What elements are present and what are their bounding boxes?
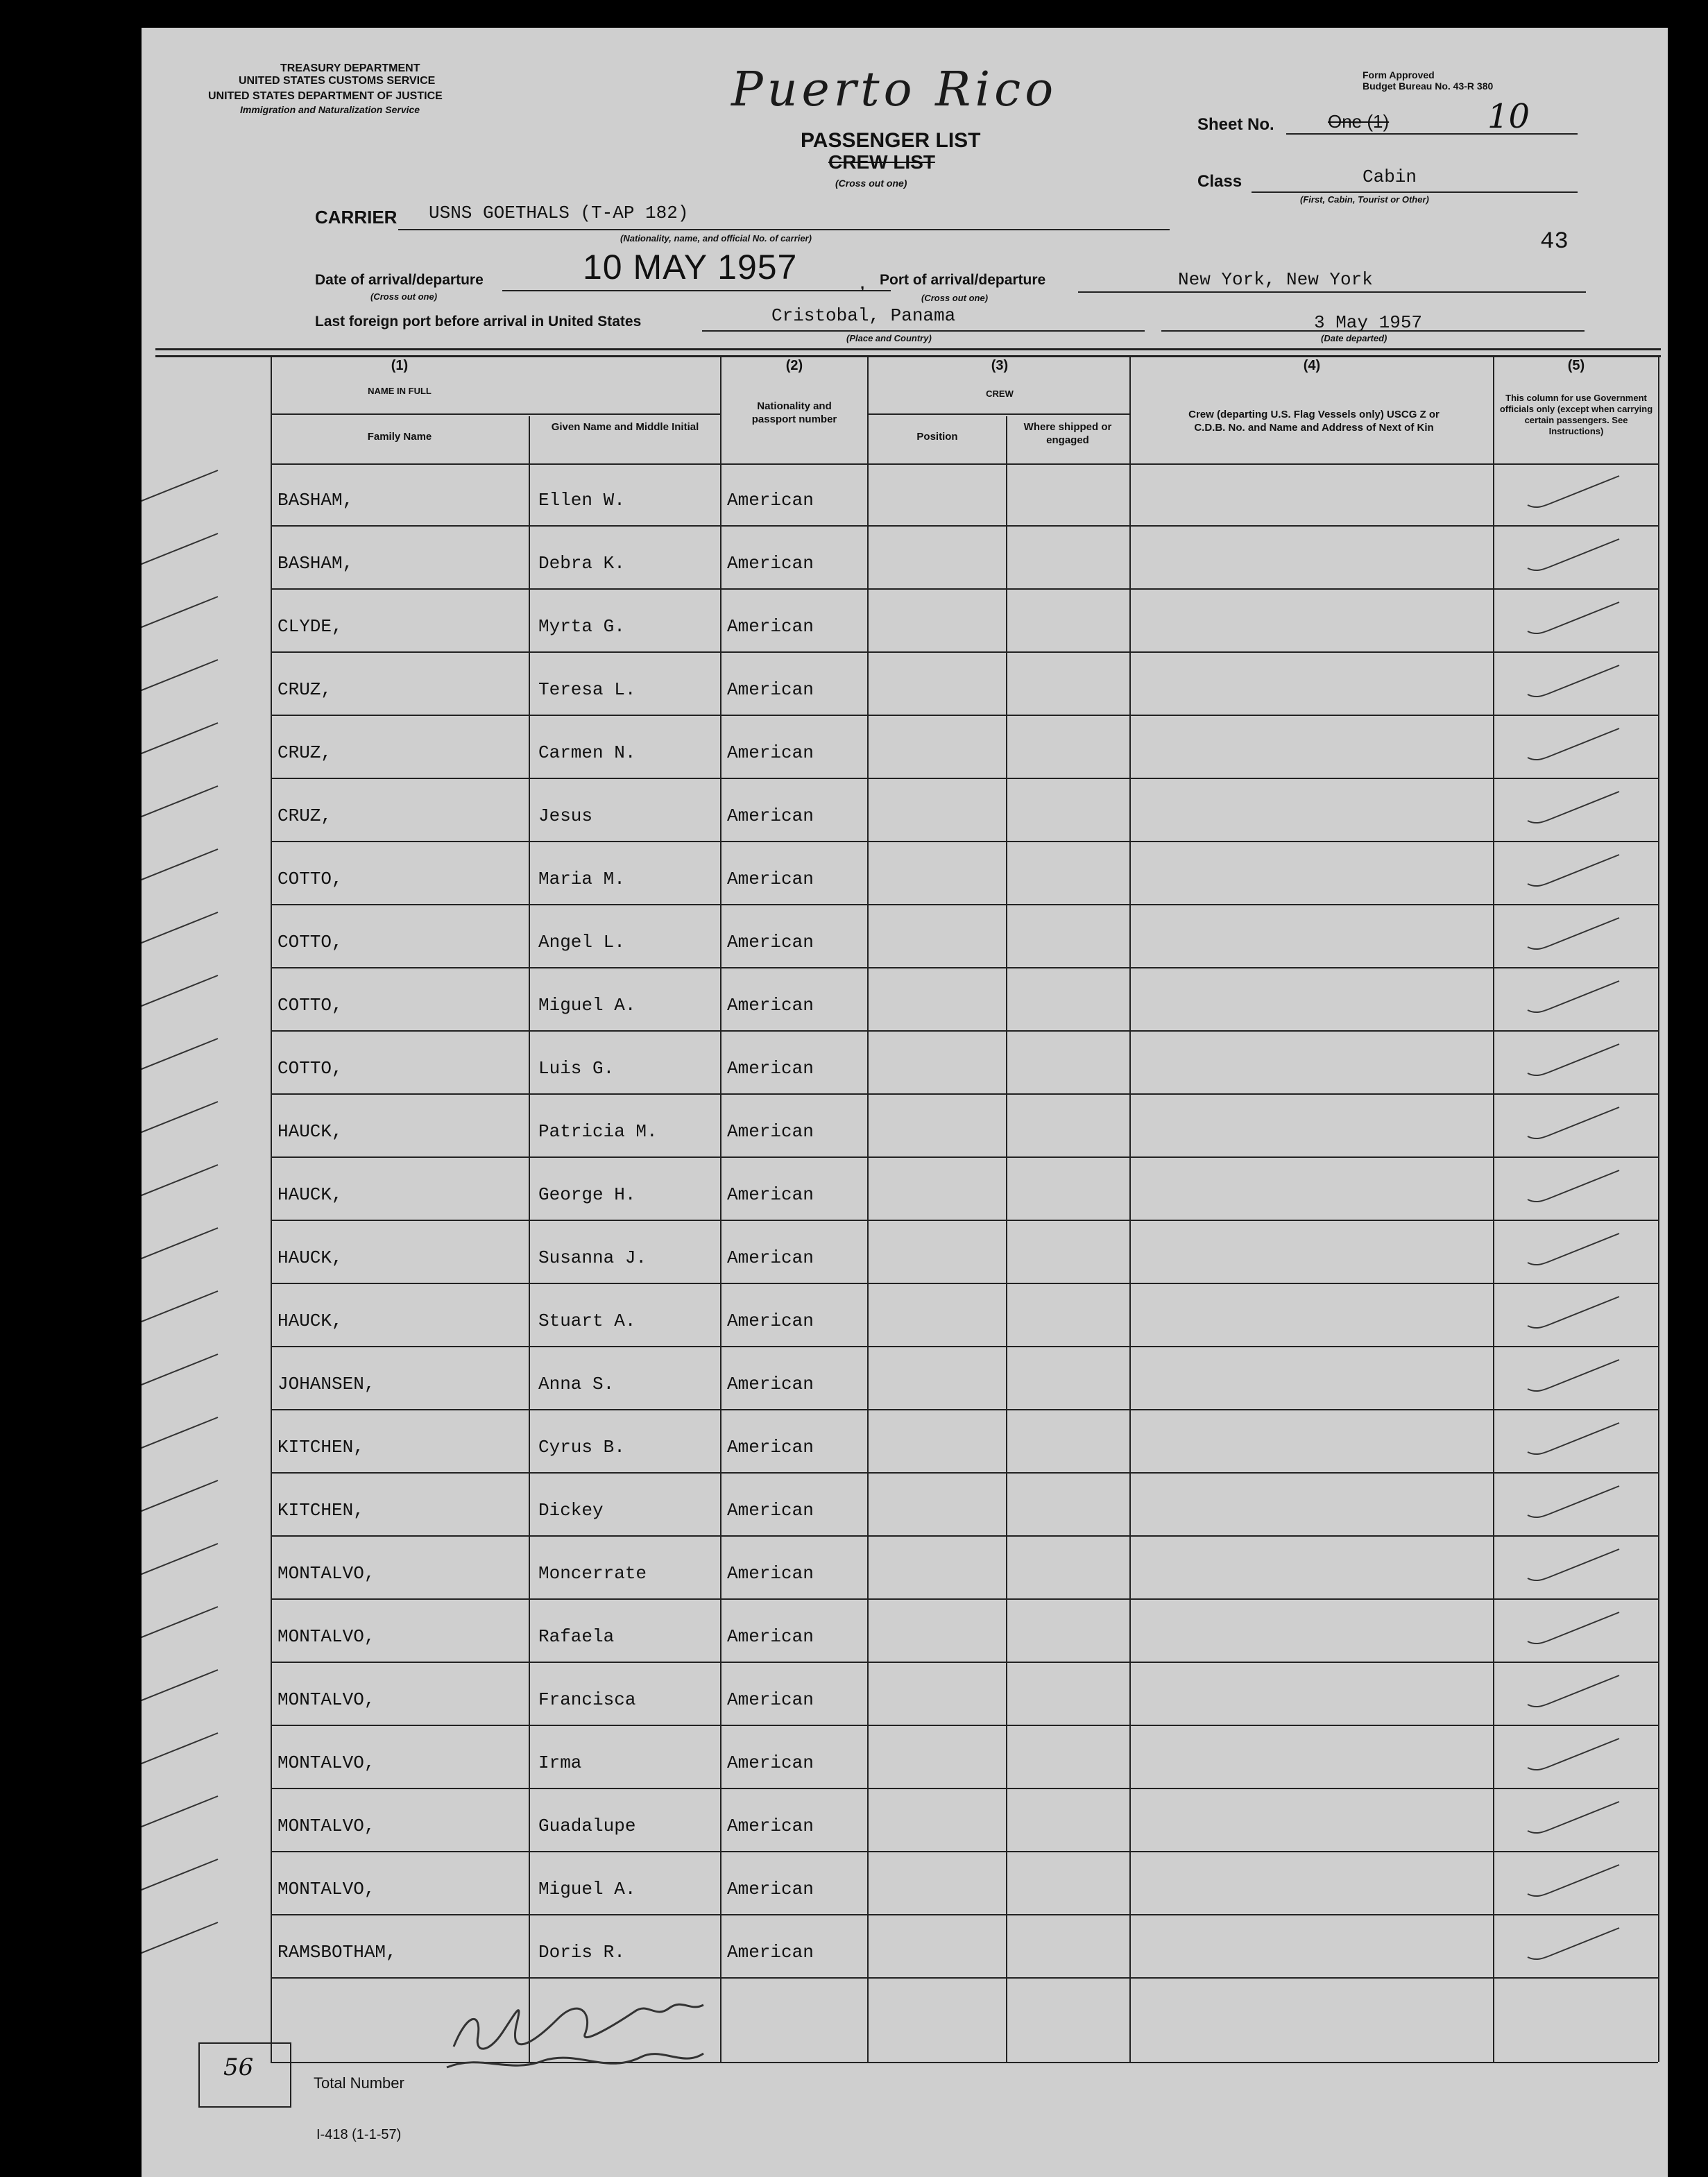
given-name-cell: Susanna J. <box>538 1247 647 1268</box>
crew-list-struck: CREW LIST <box>828 151 935 173</box>
arrival-date-label: Date of arrival/departure <box>315 272 484 288</box>
family-name-cell: MONTALVO, <box>277 1689 375 1710</box>
check-marks <box>142 905 1668 968</box>
family-name-cell: MONTALVO, <box>277 1563 375 1584</box>
class-label: Class <box>1197 172 1242 191</box>
given-name-cell: Cyrus B. <box>538 1437 625 1458</box>
ins-heading: Immigration and Naturalization Service <box>240 104 420 115</box>
nationality-cell: American <box>727 1689 814 1710</box>
date-departed-value: 3 May 1957 <box>1314 312 1423 333</box>
customs-heading: UNITED STATES CUSTOMS SERVICE <box>239 75 436 87</box>
carrier-caption: (Nationality, name, and official No. of carrier) <box>620 233 812 244</box>
nationality-cell: American <box>727 932 814 953</box>
table-row <box>142 1537 1668 1600</box>
family-name-cell: COTTO, <box>277 995 343 1016</box>
family-name-cell: HAUCK, <box>277 1121 343 1142</box>
family-name-cell: CLYDE, <box>277 616 343 637</box>
port-value: New York, New York <box>1178 269 1373 290</box>
col1-family-header: Family Name <box>367 431 432 443</box>
table-row <box>142 1789 1668 1852</box>
check-marks <box>142 1537 1668 1600</box>
table-row <box>142 1726 1668 1789</box>
col2-title: Nationality and passport number <box>751 400 837 425</box>
col4-number: (4) <box>1303 358 1321 373</box>
col3-shipped-header: Where shipped or engaged <box>1023 421 1112 446</box>
check-marks <box>142 1789 1668 1852</box>
class-caption: (First, Cabin, Tourist or Other) <box>1300 194 1429 205</box>
given-name-cell: Miguel A. <box>538 995 636 1016</box>
table-row <box>142 1915 1668 1979</box>
family-name-cell: MONTALVO, <box>277 1816 375 1836</box>
family-name-cell: BASHAM, <box>277 553 354 574</box>
family-name-cell: COTTO, <box>277 932 343 953</box>
family-name-cell: MONTALVO, <box>277 1879 375 1899</box>
table-row <box>142 1221 1668 1284</box>
check-marks <box>142 1663 1668 1726</box>
table-row <box>142 1663 1668 1726</box>
table-row <box>142 716 1668 779</box>
given-name-cell: Carmen N. <box>538 742 636 763</box>
arrival-date-caption: (Cross out one) <box>370 291 438 302</box>
table-row <box>142 527 1668 590</box>
check-marks <box>142 653 1668 716</box>
arrival-date-stamp: 10 MAY 1957 <box>583 248 798 287</box>
col5-title: This column for use Government officials only (except when carrying certain passengers. See Instructions) <box>1499 393 1653 436</box>
port-label: Port of arrival/departure <box>880 272 1046 288</box>
col2-number: (2) <box>785 358 803 373</box>
col1-title: NAME IN FULL <box>368 386 432 396</box>
check-marks <box>142 1852 1668 1915</box>
given-name-cell: Anna S. <box>538 1374 615 1394</box>
nationality-cell: American <box>727 1121 814 1142</box>
nationality-cell: American <box>727 1311 814 1331</box>
given-name-cell: Guadalupe <box>538 1816 636 1836</box>
given-name-cell: Rafaela <box>538 1626 615 1647</box>
date-departed-caption: (Date departed) <box>1321 333 1387 343</box>
passenger-list-title: PASSENGER LIST <box>801 129 981 152</box>
nationality-cell: American <box>727 869 814 889</box>
check-marks <box>142 779 1668 842</box>
col3-number: (3) <box>991 358 1009 373</box>
check-marks <box>142 968 1668 1032</box>
family-name-cell: CRUZ, <box>277 805 332 826</box>
check-marks <box>142 1726 1668 1789</box>
given-name-cell: Dickey <box>538 1500 604 1521</box>
table-row <box>142 1347 1668 1410</box>
nationality-cell: American <box>727 490 814 511</box>
table-row <box>142 1852 1668 1915</box>
family-name-cell: HAUCK, <box>277 1247 343 1268</box>
nationality-cell: American <box>727 1058 814 1079</box>
family-name-cell: JOHANSEN, <box>277 1374 375 1394</box>
table-row <box>142 968 1668 1032</box>
table-row <box>142 842 1668 905</box>
budget-bureau-number: Budget Bureau No. 43-R 380 <box>1363 80 1494 92</box>
carrier-label: CARRIER <box>315 207 398 228</box>
nationality-cell: American <box>727 1752 814 1773</box>
nationality-cell: American <box>727 742 814 763</box>
check-marks <box>142 463 1668 527</box>
table-row <box>142 779 1668 842</box>
treasury-heading: TREASURY DEPARTMENT <box>280 62 420 74</box>
table-row <box>142 1095 1668 1158</box>
check-marks <box>142 527 1668 590</box>
given-name-cell: Myrta G. <box>538 616 625 637</box>
given-name-cell: Ellen W. <box>538 490 625 511</box>
form-approved-label: Form Approved <box>1363 69 1435 80</box>
family-name-cell: COTTO, <box>277 869 343 889</box>
given-name-cell: Francisca <box>538 1689 636 1710</box>
family-name-cell: CRUZ, <box>277 679 332 700</box>
nationality-cell: American <box>727 1879 814 1899</box>
nationality-cell: American <box>727 1942 814 1963</box>
check-marks <box>142 1221 1668 1284</box>
given-name-cell: Doris R. <box>538 1942 625 1963</box>
last-port-label: Last foreign port before arrival in United States <box>315 314 642 330</box>
nationality-cell: American <box>727 805 814 826</box>
nationality-cell: American <box>727 1374 814 1394</box>
check-marks <box>142 842 1668 905</box>
sheet-label: Sheet No. <box>1197 115 1274 134</box>
check-marks <box>142 1158 1668 1221</box>
page-number: 43 <box>1540 229 1569 255</box>
nationality-cell: American <box>727 679 814 700</box>
nationality-cell: American <box>727 1437 814 1458</box>
family-name-cell: COTTO, <box>277 1058 343 1079</box>
table-row <box>142 463 1668 527</box>
check-marks <box>142 1095 1668 1158</box>
col1-number: (1) <box>391 358 409 373</box>
col5-number: (5) <box>1567 358 1585 373</box>
nationality-cell: American <box>727 1816 814 1836</box>
justice-heading: UNITED STATES DEPARTMENT OF JUSTICE <box>208 90 443 102</box>
given-name-cell: Moncerrate <box>538 1563 647 1584</box>
given-name-cell: Angel L. <box>538 932 625 953</box>
total-box-value: 56 <box>223 2054 254 2081</box>
family-name-cell: CRUZ, <box>277 742 332 763</box>
nationality-cell: American <box>727 1500 814 1521</box>
check-marks <box>142 1410 1668 1474</box>
family-name-cell: KITCHEN, <box>277 1437 364 1458</box>
table-row <box>142 1600 1668 1663</box>
given-name-cell: Jesus <box>538 805 593 826</box>
family-name-cell: HAUCK, <box>277 1311 343 1331</box>
given-name-cell: Irma <box>538 1752 582 1773</box>
given-name-cell: Patricia M. <box>538 1121 658 1142</box>
cross-out-caption: (Cross out one) <box>835 178 907 189</box>
sheet-number: 10 <box>1487 97 1530 136</box>
carrier-value: USNS GOETHALS (T-AP 182) <box>429 203 689 223</box>
family-name-cell: MONTALVO, <box>277 1626 375 1647</box>
nationality-cell: American <box>727 616 814 637</box>
col3-title: CREW <box>986 389 1014 399</box>
last-port-caption: (Place and Country) <box>846 333 932 343</box>
check-marks <box>142 1474 1668 1537</box>
nationality-cell: American <box>727 1626 814 1647</box>
col3-position-header: Position <box>916 431 958 443</box>
nationality-cell: American <box>727 553 814 574</box>
given-name-cell: George H. <box>538 1184 636 1205</box>
nationality-cell: American <box>727 995 814 1016</box>
check-marks <box>142 590 1668 653</box>
family-name-cell: MONTALVO, <box>277 1752 375 1773</box>
given-name-cell: Teresa L. <box>538 679 636 700</box>
table-row <box>142 1410 1668 1474</box>
check-marks <box>142 1347 1668 1410</box>
given-name-cell: Debra K. <box>538 553 625 574</box>
table-row <box>142 1474 1668 1537</box>
family-name-cell: KITCHEN, <box>277 1500 364 1521</box>
check-marks <box>142 1284 1668 1347</box>
family-name-cell: RAMSBOTHAM, <box>277 1942 397 1963</box>
family-name-cell: HAUCK, <box>277 1184 343 1205</box>
check-marks <box>142 1600 1668 1663</box>
nationality-cell: American <box>727 1247 814 1268</box>
col4-title: Crew (departing U.S. Flag Vessels only) USCG Z or C.D.B. No. and Name and Address of Next of Kin <box>1188 409 1440 434</box>
form-number: I-418 (1-1-57) <box>316 2127 402 2142</box>
given-name-cell: Maria M. <box>538 869 625 889</box>
check-marks <box>142 716 1668 779</box>
table-row <box>142 1158 1668 1221</box>
col1-given-header: Given Name and Middle Initial <box>551 421 699 433</box>
class-value: Cabin <box>1363 167 1417 187</box>
table-row <box>142 653 1668 716</box>
nationality-cell: American <box>727 1563 814 1584</box>
table-row <box>142 905 1668 968</box>
port-caption: (Cross out one) <box>921 293 989 303</box>
total-label: Total Number <box>314 2074 404 2092</box>
nationality-cell: American <box>727 1184 814 1205</box>
last-port-value: Cristobal, Panama <box>771 305 956 326</box>
table-row <box>142 1284 1668 1347</box>
sheet-struck-value: One (1) <box>1328 111 1390 132</box>
handwritten-heading: Puerto Rico <box>731 62 1058 117</box>
given-name-cell: Stuart A. <box>538 1311 636 1331</box>
given-name-cell: Miguel A. <box>538 1879 636 1899</box>
table-row <box>142 590 1668 653</box>
inspector-signature <box>440 1970 731 2088</box>
table-row <box>142 1032 1668 1095</box>
check-marks <box>142 1915 1668 1979</box>
given-name-cell: Luis G. <box>538 1058 615 1079</box>
family-name-cell: BASHAM, <box>277 490 354 511</box>
passenger-list-document: TREASURY DEPARTMENT UNITED STATES CUSTOMS SERVICE UNITED STATES DEPARTMENT OF JUSTICE Immigration and Naturalization Service Puerto Rico Form Approved Budget Bureau No. 43-R 380 PASSENGER LIST CREW LIST (Cross out one) Sheet No. One (1) 10 Class Cabin (First, Cabin, Tourist or Other) 43 CARRIER USNS GOETHALS (T-AP 182) (Nationality, name, and official No. of carrier) Date of arrival/departure (Cross out one) 10 MAY 1957 , Port of arrival/departure (Cross out one) New York, New York Last foreign port before arrival in United States Cristobal, Panama (Place and Country) 3 May 1957 (Date departed) (1) NAME IN FULL Family Name Given Name and Middle Initial (2) Nationality and passport number (3) CREW Position Where shipped or engaged (4) Crew (departing U.S. Flag Vessels only) USCG Z or C.D.B. No. and Name and Address of Next of Kin (5) This column for use Government officials only (except when carrying certain passengers. See Instructions) BASHAM, Ellen W. American BASHAM, Debra K. American CLYDE, Myrta G. American CRUZ, Teresa L. American CRUZ, Carmen N. American CRUZ, Jesus American COTTO, Maria M. American COTTO, Angel L. American COTTO, Miguel A. American COTTO, Luis G. American HAUCK, Patricia M. American HAUCK, George H. American HAUCK, Susanna J. American HAUCK, Stuart A. American JOHANSEN, Anna S. American KITCHEN, Cyrus B. American KITCHEN, Dickey American MONTALVO, Moncerrate American MONTALVO, Rafaela American MONTALVO, Francisca American MONTALVO, Irma American MONTALVO, Guadalupe American MONTALVO, Miguel A. American RAMSBOTHAM, Doris R. American 56 Total Number I-418 (1-1-57) <box>142 28 1668 2177</box>
check-marks <box>142 1032 1668 1095</box>
